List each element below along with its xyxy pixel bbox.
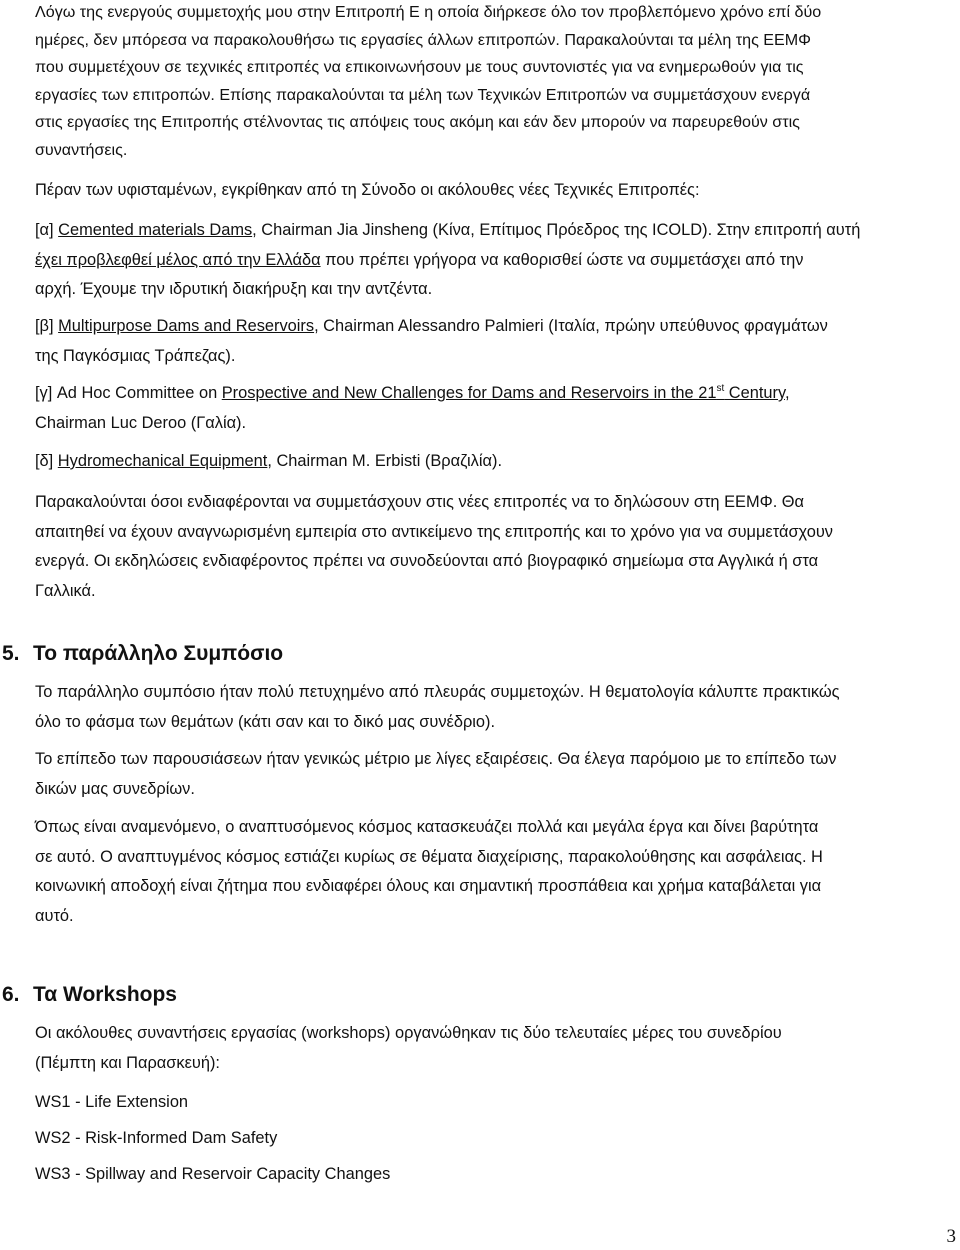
committee-details: , Chairman M. Erbisti (Βραζιλία).	[267, 452, 502, 470]
committee-b	[35, 312, 955, 371]
section-heading-5	[2, 640, 283, 668]
ordinal-superscript: st	[716, 383, 725, 394]
committee-name-text: Century	[724, 384, 785, 402]
page-number: 3	[946, 1226, 956, 1247]
section-title: Το παράλληλο Συμπόσιο	[33, 642, 284, 665]
text-line: δικών μας συνεδρίων.	[35, 779, 195, 798]
text-line: Πέραν των υφισταμένων, εγκρίθηκαν από τη Σύνοδο οι ακόλουθες νέες Τεχνικές Επιτροπές:	[35, 181, 700, 199]
committee-c	[35, 379, 955, 438]
text-line: στις εργασίες της Επιτροπής στέλνοντας τις απόψεις τους ακόμη και εάν δεν μπορούν να παρευρεθούν στις	[35, 113, 800, 131]
committee-name-text: Prospective and New Challenges for Dams and Reservoirs in the 21	[221, 384, 717, 402]
section-number: 5.	[2, 642, 20, 665]
committee-name	[222, 384, 785, 402]
text-line: ενεργά. Οι εκδηλώσεις ενδιαφέροντος πρέπει να συνοδεύονται από βιογραφικό σημείωμα στα Αγγλικά ή στα	[35, 552, 819, 570]
committee-details: , Chairman Alessandro Palmieri (Ιταλία, πρώην υπεύθυνος φραγμάτων	[314, 317, 828, 335]
workshop-item: WS2 - Risk-Informed Dam Safety	[35, 1129, 278, 1147]
text-line: που συμμετέχουν σε τεχνικές επιτροπές να επικοινωνήσουν με τους συντονιστές για να ενημερωθούν για τις	[35, 58, 804, 76]
committee-label: [δ]	[35, 452, 58, 470]
text-line: όλο το φάσμα των θεμάτων (κάτι σαν και το δικό μας συνέδριο).	[35, 712, 496, 731]
text-line: της Παγκόσμιας Τράπεζας).	[35, 346, 236, 365]
workshop-item: WS3 - Spillway and Reservoir Capacity Changes	[35, 1165, 391, 1183]
committee-label: [α]	[35, 221, 59, 239]
paragraph-committee-participation	[35, 0, 955, 164]
text-line: αρχή. Έχουμε την ιδρυτική διακήρυξη και την αντζέντα.	[35, 280, 433, 298]
committee-details: που πρέπει γρήγορα να καθορισθεί ώστε να συμμετάσχει από την	[320, 250, 804, 269]
section-heading-6	[2, 981, 177, 1009]
paragraph-workshops-intro	[35, 1019, 955, 1078]
committee-label: [β]	[35, 317, 59, 335]
paragraph-new-committees-intro	[35, 176, 955, 206]
text-line: σε αυτό. Ο αναπτυγμένος κόσμος εστιάζει κυρίως σε θέματα διαχείρισης, παρακολούθησης και ασφάλειας. Η	[35, 847, 823, 866]
text-line	[35, 246, 955, 276]
workshop-item: WS1 - Life Extension	[35, 1093, 189, 1111]
committee-a	[35, 216, 955, 305]
text-line: (Πέμπτη και Παρασκευή):	[35, 1053, 220, 1072]
text-line: Όπως είναι αναμενόμενο, ο αναπτυσόμενος κόσμος κατασκευάζει πολλά και μεγάλα έργα και δίνει βαρύτητα	[35, 818, 819, 836]
committee-name: Hydromechanical Equipment	[57, 452, 268, 470]
text-line: Γαλλικά.	[35, 581, 96, 600]
text-line: Το επίπεδο των παρουσιάσεων ήταν γενικώς μέτριο με λίγες εξαιρέσεις. Θα έλεγα παρόμοιο με το επίπεδο των	[35, 750, 837, 768]
text-line	[35, 447, 955, 477]
committee-d	[35, 447, 955, 477]
text-line: ημέρες, δεν μπόρεσα να παρακολουθήσω τις εργασίες άλλων επιτροπών. Παρακαλούνται τα μέλη της ΕΕΜΦ	[35, 30, 812, 49]
text-line: εργασίες των επιτροπών. Επίσης παρακαλούνται τα μέλη των Τεχνικών Επιτροπών να συμμετάσχουν ενεργά	[35, 85, 811, 104]
committee-details: , Chairman Jia Jinsheng (Κίνα, Επίτιμος Πρόεδρος της ICOLD). Στην επιτροπή αυτή	[252, 221, 861, 239]
text-line: κοινωνική αποδοχή είναι ζήτημα που ενδιαφέρει όλους και σημαντική προσπάθεια και χρήμα καταβάλεται για	[35, 877, 822, 895]
paragraph-expression-of-interest	[35, 488, 955, 606]
section-number: 6.	[2, 983, 20, 1006]
text-line	[35, 312, 955, 342]
text-line: Οι ακόλουθες συναντήσεις εργασίας (workshops) οργανώθηκαν τις δύο τελευταίες μέρες του συνεδρίου	[35, 1024, 782, 1042]
text-line: απαιτηθεί να έχουν αναγνωρισμένη εμπειρία στο αντικείμενο της επιτροπής και το χρόνο για να συμμετάσχουν	[35, 522, 833, 541]
text-line: Chairman Luc Deroo (Γαλία).	[35, 413, 247, 432]
paragraph-world-trends	[35, 813, 955, 931]
section-title: Τα Workshops	[33, 983, 177, 1006]
paragraph-presentation-level	[35, 745, 955, 804]
committee-name: Multipurpose Dams and Reservoirs	[58, 317, 315, 335]
text-line	[35, 216, 955, 246]
committee-name: Cemented materials Dams	[58, 221, 253, 239]
text-line: Παρακαλούνται όσοι ενδιαφέρονται να συμμετάσχουν στις νέες επιτροπές να το δηλώσουν στη ΕΕΜΦ. Θα	[35, 493, 805, 511]
committee-label: [γ] Ad Hoc Committee on	[35, 384, 222, 402]
paragraph-symposium-participation	[35, 678, 955, 737]
text-line: αυτό.	[35, 906, 74, 925]
committee-details: ,	[784, 384, 790, 402]
text-line: Λόγω της ενεργούς συμμετοχής μου στην Επιτροπή Ε η οποία διήρκεσε όλο τον προβλεπόμενο χρόνο επί δύο	[35, 3, 822, 21]
text-line: συναντήσεις.	[35, 140, 128, 159]
greek-member-note: έχει προβλεφθεί μέλος από την Ελλάδα	[35, 250, 321, 269]
text-line	[35, 379, 955, 409]
text-line: Το παράλληλο συμπόσιο ήταν πολύ πετυχημένο από πλευράς συμμετοχών. Η θεματολογία κάλυπτε πρακτικώς	[35, 683, 840, 701]
